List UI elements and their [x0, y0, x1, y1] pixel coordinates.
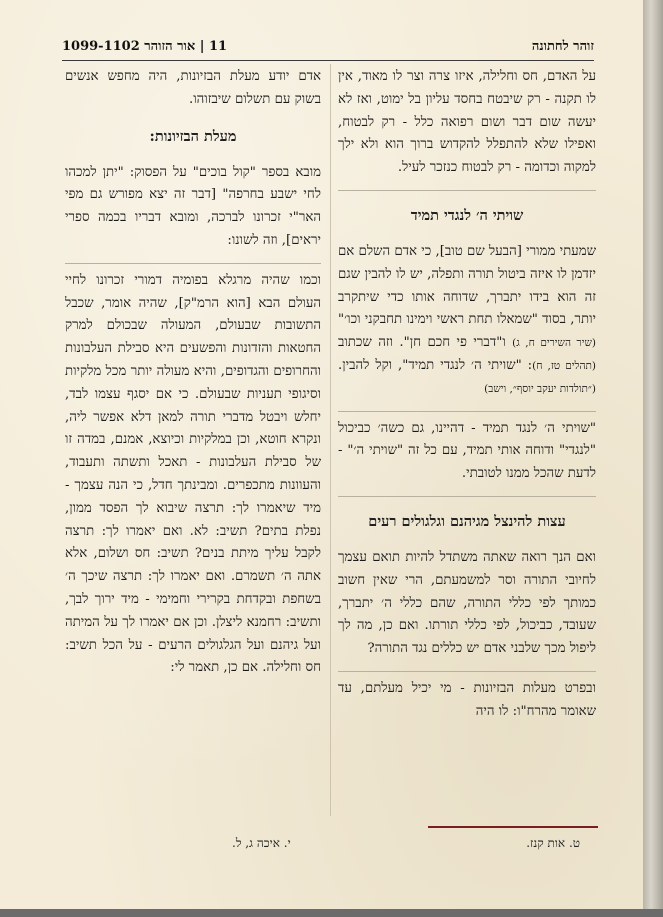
- bottom-edge: [0, 909, 663, 917]
- text-run: ו"דברי פי חכם חן". וזה שכתוב: [338, 335, 506, 351]
- paragraph: על האדם, חס וחלילה, איזו צרה וצר לו מאוד, אין לו תקנה - רק שיבטח בחסד עליון בל ימוט, ואז לא יעשה שום דבר ושום רפואה כלל - רק לבטוח, ואפילו שלא להתפלל להקדוש ברוך הוא ולא ילך למקוה וכדומה - רק לבטוח כנזכר לעיל.: [338, 69, 596, 176]
- text-run: שמעתי ממורי [הבעל שם טוב], כי אדם השלם אם יזדמן לו איזה ביטול תורה ותפלה, יש לו להבין שגם זה הוא בידו יתברך, שדוחה אותו כדי שיתקרב יותר, בסוד "שמאלו תחת ראשי וימינו תחבקני וכו׳": [338, 243, 596, 328]
- right-column: [338, 66, 596, 734]
- text-run: : "שויתי ה׳ לנגדי תמיד", וקל להבין.: [338, 357, 533, 373]
- footnote-rule: [428, 826, 598, 828]
- section-heading: מעלת הבזיונות:: [149, 127, 237, 145]
- separator: [338, 411, 596, 412]
- section-heading: עצות להינצל מגיהנם וגלגולים רעים: [368, 512, 566, 530]
- citation: (״תולדות יעקב יוסף״, וישב): [484, 382, 596, 395]
- paragraph: ובפרט מעלות הבזיונות - מי יכיל מעלתם, עד שאומר מהרח"ו: לו היה: [338, 680, 596, 719]
- footnote: ט. אות קנז.: [526, 836, 580, 850]
- left-column: [65, 66, 321, 690]
- paragraph: "שויתי ה׳ לנגד תמיד - דהיינו, גם כשה׳ כביכול "לנגדי" ודוחה אותי תמיד, עם כל זה "שויתי ה׳" - לדעת שהכל ממנו לטובתי.: [338, 420, 596, 482]
- paragraph: וכמו שהיה מרגלא בפומיה דמורי זכרונו לחיי העולם הבא [הוא הרמ"ק], שהיה אומר, שכבל התשובות שבעולם, המעולה שבכולם למרק החטאות והזדונות והפשעים היא סבילת העלבונות והחרופים והגדופים, והיא מעולה יותר מכל מלקיות וסיגופי תעניות שבעולם. כי אם יסגף עצמו לבד, יחלש ויבטל מדברי תורה למאן דלא אפשר ליה, ונקרא חוטא, וכן במלקיות וכיוצא, אמנם, במדה זו של סבילת העלבונות - תאכל ותשתה ותעבוד, והעוונות מתכפרים. ומבינתך חדל, כי הנה עצמך - מיד שיאמרו לך: תרצה שיבוא לך הפסד ממון, נפלת בתים? תשיב: לא. ואם יאמרו לך: תרצה לקבל עליך מיתת בנים? תשיב: חס ושלום, אלא אתה ה׳ תשמרם. ואם יאמרו לך: תרצה שיכך ה׳ בשחפת ובקדחת בקרירי וחמימי - מיד ירוך לבך, ותשיב: רחמנא ליצלן. וכן אם יאמרו לך על המיתה ועל גיהנם ועל הגלגולים הרעים - על הכל תשיב: חס וחלילה. אם כן, תאמר לי:: [65, 272, 321, 676]
- citation: (שיר השירים ח, ג): [512, 337, 596, 350]
- footnote: י. איכה ג, ל.: [232, 836, 291, 850]
- separator: [65, 263, 321, 264]
- paragraph: [338, 241, 596, 401]
- citation: (תהלים טז, ח): [532, 359, 596, 372]
- separator: [338, 671, 596, 672]
- page-header: [62, 36, 594, 61]
- column-divider: [330, 64, 331, 816]
- separator: [338, 190, 596, 191]
- section-heading: שויתי ה׳ לנגדי תמיד: [410, 206, 524, 224]
- window-edge: [643, 0, 663, 909]
- paragraph: מובא בספר "קול בוכים" על הפסוק: "יתן למכהו לחי ישבע בחרפה" [דבר זה יצא מפורש גם מפי האר"י זכרונו לברכה, ומובא דבריו בכמה ספרי יראים], וזה לשונו:: [65, 164, 321, 248]
- separator: [338, 496, 596, 497]
- paragraph: אדם יודע מעלת הבזיונות, היה מחפש אנשים בשוק עם תשלום שיבזוהו.: [65, 69, 321, 107]
- paragraph: ואם הנך רואה שאתה משתדל להיות תואם עצמך לחיובי התורה וסר למשמעתם, הרי שאין חשוב כמותך לפי כללי התורה, שהם כללי ה׳ יתברך, שעובד, כביכול, לפי כללי תורתו. ואם כן, מה לך ליפול מכך שלבני אדם יש כללים נגד התורה?: [338, 549, 596, 657]
- page-number-title: 11 | אור הזוהר 1099-1102: [62, 39, 228, 54]
- running-title: זוהר לחתונה: [531, 39, 594, 54]
